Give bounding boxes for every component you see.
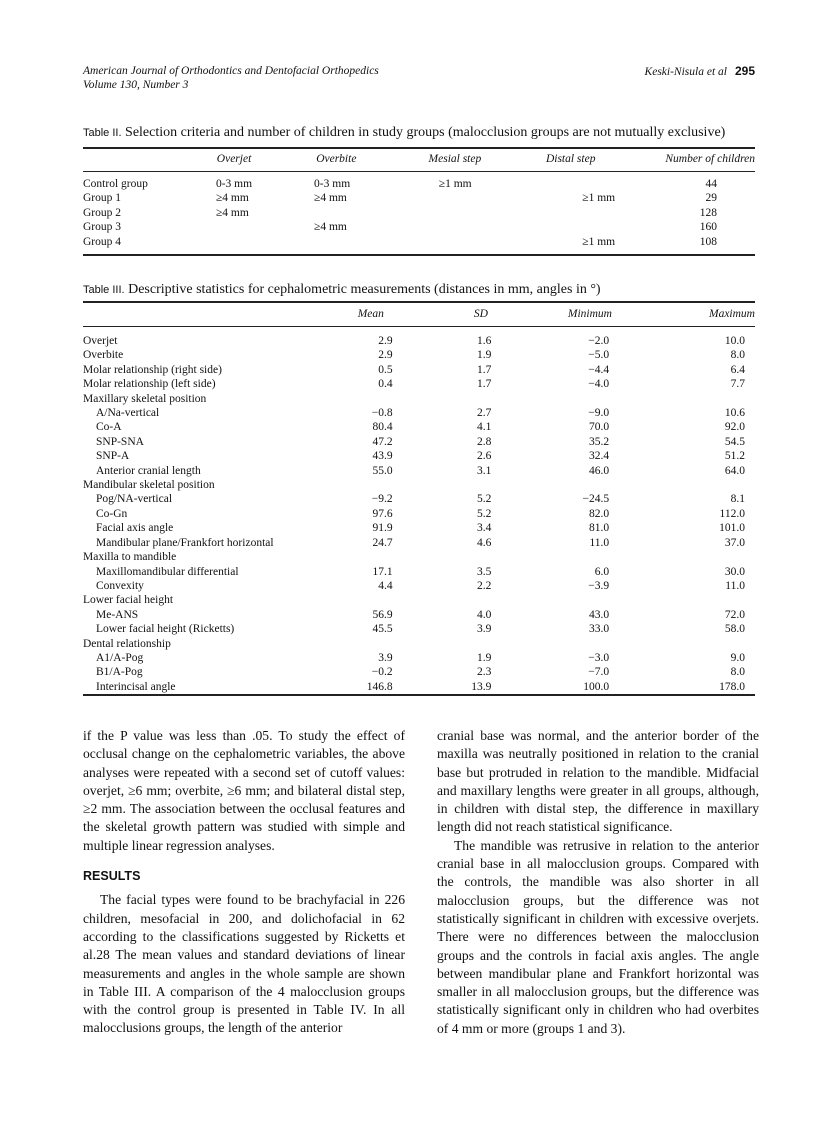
table-cell: 80.4 xyxy=(372,421,393,434)
table2-title: Selection criteria and number of children in study groups (malocclusion groups are not mutually exclusive) xyxy=(125,125,726,140)
table-row xyxy=(83,348,755,362)
table-cell: 100.0 xyxy=(583,680,610,693)
row-label: B1/A-Pog xyxy=(96,666,143,679)
table-row xyxy=(83,191,755,205)
table-row xyxy=(83,622,755,636)
table-cell xyxy=(216,220,314,234)
table-row xyxy=(83,680,755,694)
table-cell xyxy=(216,235,314,249)
table-cell xyxy=(425,235,554,249)
table-cell: 1.7 xyxy=(477,363,492,376)
table-row xyxy=(83,579,755,593)
table-cell: 2.3 xyxy=(477,666,492,679)
row-label: Molar relationship (left side) xyxy=(83,378,216,391)
table-cell: 6.0 xyxy=(594,565,610,578)
paragraph: The mandible was retrusive in relation to the anterior cranial base in all malocclusion groups. Compared with the controls, the mandible was also shorter in all malocclusion groups, but the difference was not statistically significant in children with excessive overjets. There were no differences between the malocclusion groups and the controls in facial axis angles. The angle between mandibular plane and Frankfort horizontal was smaller in all malocclusion groups, but the difference was statistically significant only in children who had overbites of 4 mm or more (groups 1 and 3). xyxy=(437,837,759,1036)
author: Keski-Nisula et al xyxy=(644,66,727,78)
table-cell: 11.0 xyxy=(725,579,745,592)
table-cell: −0.2 xyxy=(371,666,393,679)
rule xyxy=(83,694,755,696)
table-row xyxy=(83,507,755,521)
table-row xyxy=(83,220,755,234)
table-cell: 64.0 xyxy=(724,464,745,477)
group-heading: Dental relationship xyxy=(83,637,171,650)
table-cell: 45.5 xyxy=(372,623,393,636)
table-cell: 4.4 xyxy=(378,579,393,592)
group-heading: Lower facial height xyxy=(83,594,174,607)
table-cell: 70.0 xyxy=(589,421,610,434)
journal-title: American Journal of Orthodontics and Dentofacial Orthopedics xyxy=(83,65,379,77)
table-cell: 101.0 xyxy=(719,522,745,535)
table-cell: 43.9 xyxy=(372,450,393,463)
column-header xyxy=(83,152,217,166)
table-cell: 4.6 xyxy=(477,536,492,549)
table-row xyxy=(83,334,755,348)
table-cell: 8.0 xyxy=(730,666,745,679)
group-heading: Maxilla to mandible xyxy=(83,551,177,564)
column-header: SD xyxy=(473,308,488,320)
table-cell: 10.0 xyxy=(724,335,745,347)
table-cell: 0-3 mm xyxy=(215,178,253,190)
table-row xyxy=(83,449,755,463)
row-label: Mandibular plane/Frankfort horizontal xyxy=(96,536,274,549)
table-cell: 11.0 xyxy=(589,536,610,549)
table-cell: 108 xyxy=(699,235,717,248)
table-cell: −24.5 xyxy=(582,493,610,506)
table-cell: 43.0 xyxy=(589,608,610,621)
table-cell: 13.9 xyxy=(471,680,492,693)
column-header xyxy=(83,307,312,321)
table-cell: Group 4 xyxy=(83,235,122,248)
table-cell: 1.9 xyxy=(477,651,492,664)
row-label: Facial axis angle xyxy=(96,522,174,535)
row-label: Maxillomandibular differential xyxy=(96,565,239,578)
table-row xyxy=(83,536,755,550)
table-cell: −4.4 xyxy=(588,363,610,376)
table-cell: 8.1 xyxy=(730,493,745,506)
table3-label: Table III. xyxy=(83,284,125,296)
table2 xyxy=(83,177,755,249)
table-cell xyxy=(554,220,699,234)
table-cell: 10.6 xyxy=(724,407,745,420)
column-header: Minimum xyxy=(567,308,612,320)
table-row xyxy=(83,521,755,535)
rule xyxy=(83,326,755,327)
table-cell: ≥1 mm xyxy=(438,178,472,190)
table2-caption xyxy=(83,125,725,141)
table3 xyxy=(83,334,755,694)
paragraph: cranial base was normal, and the anterior border of the maxilla was neutrally positioned in relation to the cranial base but protruded in relation to the mandible. Midfacial and maxillary lengths were greater in all groups, although, in children with distal step, the difference in maxillary length did not reach statistical significance. xyxy=(437,728,759,835)
table-cell: 0.5 xyxy=(378,363,393,376)
rule xyxy=(83,147,755,149)
table-cell: 178.0 xyxy=(719,680,745,693)
table-row xyxy=(83,406,755,420)
table-cell: 5.2 xyxy=(477,507,492,520)
table-cell: 9.0 xyxy=(730,651,745,664)
running-header-right xyxy=(645,64,755,79)
section-heading: RESULTS xyxy=(83,869,141,884)
table-cell: −5.0 xyxy=(588,349,610,362)
table-cell: 72.0 xyxy=(724,608,745,621)
table-cell: 91.9 xyxy=(372,522,393,535)
table-row xyxy=(83,637,755,651)
row-label: Co-Gn xyxy=(96,507,128,520)
table2-label: Table II. xyxy=(83,127,122,139)
table-cell: 2.8 xyxy=(477,435,492,448)
row-label: Molar relationship (right side) xyxy=(83,363,222,376)
table-cell: 33.0 xyxy=(589,623,610,636)
row-label: Co-A xyxy=(96,421,122,434)
table-row xyxy=(83,464,755,478)
table-row xyxy=(83,608,755,622)
row-label: Lower facial height (Ricketts) xyxy=(96,623,235,636)
table-row xyxy=(83,206,755,220)
table-cell xyxy=(554,177,699,191)
table-cell: ≥4 mm xyxy=(314,221,347,234)
table-row xyxy=(83,665,755,679)
table-row xyxy=(83,420,755,434)
column-header: Distal step xyxy=(545,153,596,165)
paragraph: The facial types were found to be brachyfacial in 226 children, mesofacial in 200, and dolichofacial in 62 according to the classifications suggested by Ricketts et al.28 The mean values and standard deviations of linear measurements and angles in the whole sample are shown in Table III. A comparison of the 4 malocclusion groups with the control group is presented in Table IV. In all malocclusions groups, the length of the anterior xyxy=(83,892,405,1036)
table-cell: 1.7 xyxy=(477,378,492,391)
table-cell: 82.0 xyxy=(589,507,610,520)
row-label: Pog/NA-vertical xyxy=(96,493,173,506)
row-label: Interincisal angle xyxy=(96,680,176,693)
table-cell xyxy=(425,206,554,220)
table-cell: Group 1 xyxy=(83,192,122,205)
table2-header xyxy=(83,152,755,166)
table-cell: 56.9 xyxy=(372,608,393,621)
table-cell: 4.0 xyxy=(477,608,492,621)
table-cell xyxy=(425,191,554,205)
rule xyxy=(83,171,755,172)
table-cell: 58.0 xyxy=(724,623,745,636)
table-cell: 4.1 xyxy=(477,421,492,434)
table-cell: 47.2 xyxy=(372,435,393,448)
table-row xyxy=(83,363,755,377)
table-cell: 6.4 xyxy=(730,363,745,376)
table-row xyxy=(83,492,755,506)
table-cell: −7.0 xyxy=(588,666,610,679)
table-cell: 3.4 xyxy=(477,522,492,535)
table-cell: −9.2 xyxy=(371,493,393,506)
table-cell: 30.0 xyxy=(724,565,745,578)
table-cell xyxy=(314,235,425,249)
column-header: Mesial step xyxy=(428,153,482,165)
rule xyxy=(83,301,755,303)
table-row xyxy=(83,593,755,607)
column-header: Overbite xyxy=(316,153,357,165)
table-row xyxy=(83,651,755,665)
table-row xyxy=(83,478,755,492)
column-header: Maximum xyxy=(709,308,755,320)
table-cell: 92.0 xyxy=(724,421,745,434)
table-row xyxy=(83,392,755,406)
group-heading: Maxillary skeletal position xyxy=(83,392,207,405)
table-cell xyxy=(425,220,554,234)
row-label: Me-ANS xyxy=(96,608,139,621)
table-cell: 35.2 xyxy=(589,435,610,448)
table3-caption xyxy=(83,282,601,298)
table-cell xyxy=(554,206,699,220)
running-header-left xyxy=(83,64,379,92)
table-cell xyxy=(314,206,425,220)
table3-header xyxy=(83,307,755,321)
table-cell: 3.9 xyxy=(378,651,393,664)
table-cell: −2.0 xyxy=(588,335,610,347)
column-header: Number of children xyxy=(665,153,755,165)
column-header: Mean xyxy=(357,308,384,320)
table-cell: 1.9 xyxy=(477,349,492,362)
table-cell: ≥4 mm xyxy=(314,192,347,205)
row-label: A/Na-vertical xyxy=(96,407,160,420)
table-cell: 2.2 xyxy=(477,579,492,592)
table-cell: −9.0 xyxy=(588,407,610,420)
table-cell: 44 xyxy=(705,178,717,190)
journal-volume: Volume 130, Number 3 xyxy=(83,79,189,91)
table-cell: 1.6 xyxy=(477,335,492,347)
table-cell: 17.1 xyxy=(372,565,393,578)
table-cell: −4.0 xyxy=(588,378,610,391)
table-cell: 7.7 xyxy=(730,378,745,391)
page-number: 295 xyxy=(734,64,755,78)
group-heading: Mandibular skeletal position xyxy=(83,479,215,492)
row-label: SNP-SNA xyxy=(96,435,144,448)
table-cell: 2.9 xyxy=(378,349,393,362)
table-row xyxy=(83,565,755,579)
row-label: Convexity xyxy=(96,579,144,592)
table-cell: 46.0 xyxy=(589,464,610,477)
table-cell: 128 xyxy=(699,206,717,219)
table-cell: Control group xyxy=(83,178,148,190)
table-cell: 0-3 mm xyxy=(314,178,351,190)
table-row xyxy=(83,550,755,564)
table-cell: 55.0 xyxy=(372,464,393,477)
table-cell: 112.0 xyxy=(719,507,745,520)
row-label: A1/A-Pog xyxy=(96,651,144,664)
table-cell: 0.4 xyxy=(378,378,393,391)
table-cell: 32.4 xyxy=(589,450,610,463)
paragraph: if the P value was less than .05. To study the effect of occlusal change on the cephalometric variables, the above analyses were repeated with a second set of cutoff values: overjet, ≥6 mm; overbite, ≥6 mm; and bilateral distal step, ≥2 mm. The association between the occlusal features and the skeletal growth pattern was studied with simple and multiple linear regression analyses. xyxy=(83,728,405,853)
table-cell: −3.9 xyxy=(588,579,610,592)
table-row xyxy=(83,177,755,191)
table-cell: ≥4 mm xyxy=(215,192,249,205)
table-cell: 29 xyxy=(705,192,717,205)
row-label: Overjet xyxy=(83,335,118,347)
table-cell: 37.0 xyxy=(724,536,745,549)
table-cell: 5.2 xyxy=(477,493,492,506)
table-cell: 160 xyxy=(699,221,717,234)
table-cell: 2.7 xyxy=(477,407,492,420)
table-cell: −3.0 xyxy=(588,651,610,664)
right-column xyxy=(437,727,759,1038)
left-column xyxy=(83,727,405,1038)
table-row xyxy=(83,435,755,449)
table-cell: Group 3 xyxy=(83,221,122,234)
table-cell: 2.6 xyxy=(477,450,492,463)
rule xyxy=(83,254,755,256)
table-cell: ≥1 mm xyxy=(582,192,616,205)
table-cell: 3.1 xyxy=(477,464,492,477)
table-cell: −0.8 xyxy=(371,407,393,420)
table-cell: ≥4 mm xyxy=(215,206,249,219)
table-cell: 54.5 xyxy=(724,435,745,448)
table-cell: 8.0 xyxy=(730,349,745,362)
table-row xyxy=(83,235,755,249)
table-cell: 2.9 xyxy=(378,335,393,347)
row-label: SNP-A xyxy=(96,450,130,463)
table-row xyxy=(83,377,755,391)
table-cell: 3.9 xyxy=(477,623,492,636)
row-label: Anterior cranial length xyxy=(96,464,201,477)
table-cell: 51.2 xyxy=(724,450,745,463)
column-header: Overjet xyxy=(216,153,252,165)
table-cell: ≥1 mm xyxy=(582,235,616,248)
table-cell: 3.5 xyxy=(477,565,492,578)
row-label: Overbite xyxy=(83,349,124,362)
table-cell: 97.6 xyxy=(372,507,393,520)
table-cell: Group 2 xyxy=(83,206,122,219)
table-cell: 146.8 xyxy=(366,680,393,693)
table-cell: 24.7 xyxy=(372,536,393,549)
table3-title: Descriptive statistics for cephalometric measurements (distances in mm, angles in °) xyxy=(128,282,601,297)
table-cell: 81.0 xyxy=(589,522,610,535)
